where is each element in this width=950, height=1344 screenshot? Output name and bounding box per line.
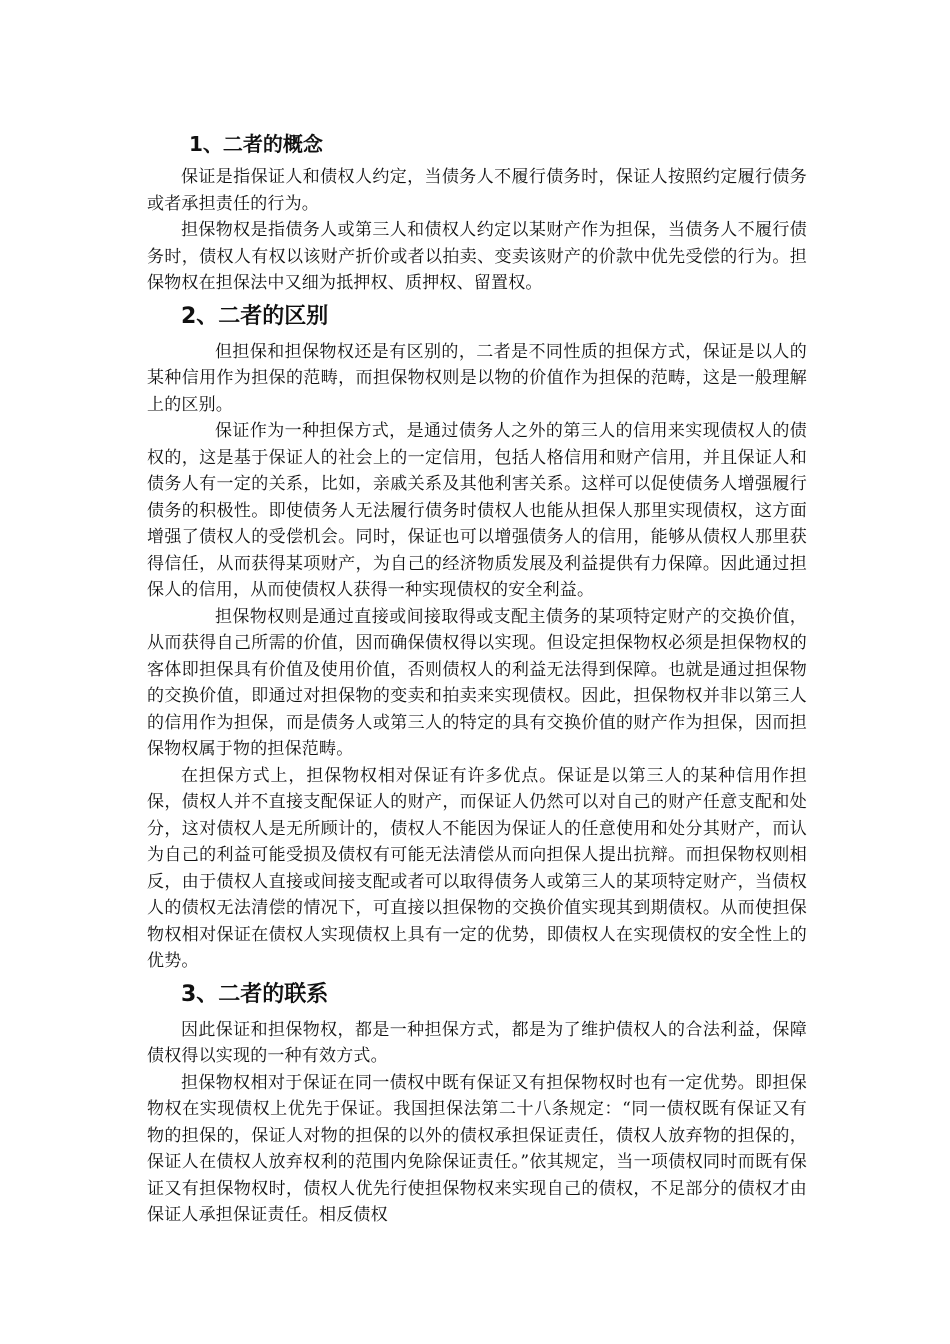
paragraph: 因此保证和担保物权，都是一种担保方式，都是为了维护债权人的合法利益，保障债权得以实现的一种有效方式。 — [147, 1019, 807, 1066]
section-heading-concept: 1、二者的概念 — [189, 132, 323, 156]
paragraph: 但担保和担保物权还是有区别的，二者是不同性质的担保方式，保证是以人的某种信用作为担保的范畴，而担保物权则是以物的价值作为担保的范畴，这是一般理解上的区别。 — [147, 341, 807, 415]
paragraph: 保证作为一种担保方式，是通过债务人之外的第三人的信用来实现债权人的债权的，这是基于保证人的社会上的一定信用，包括人格信用和财产信用，并且保证人和债务人有一定的关系，比如，亲戚关系及其他利害关系。这样可以促使债务人增强履行债务的积极性。即使债务人无法履行债务时债权人也能从担保人那里实现债权，这方面增强了债权人的受偿机会。同时，保证也可以增强债务人的信用，能够从债权人那里获得信任，从而获得某项财产，为自己的经济物质发展及利益提供有力保障。因此通过担保人的信用，从而使债权人获得一种实现债权的安全利益。 — [147, 421, 807, 600]
section-heading-relation: 3、二者的联系 — [181, 981, 329, 1007]
paragraph: 担保物权是指债务人或第三人和债权人约定以某财产作为担保，当债务人不履行债务时，债权人有权以该财产折价或者以拍卖、变卖该财产的价款中优先受偿的行为。担保物权在担保法中又细为抵押权、质押权、留置权。 — [147, 220, 807, 293]
section-heading-difference: 2、二者的区别 — [181, 303, 329, 329]
paragraph: 在担保方式上，担保物权相对保证有许多优点。保证是以第三人的某种信用作担保，债权人并不直接支配保证人的财产，而保证人仍然可以对自己的财产任意支配和处分，这对债权人是无所顾计的，债权人不能因为保证人的任意使用和处分其财产，而认为自己的利益可能受损及债权有可能无法清偿从而向担保人提出抗辩。而担保物权则相反，由于债权人直接或间接支配或者可以取得债务人或第三人的某项特定财产，当债权人的债权无法清偿的情况下，可直接以担保物的交换价值实现其到期债权。从而使担保物权相对保证在债权人实现债权上具有一定的优势，即债权人在实现债权的安全性上的优势。 — [147, 765, 807, 971]
document-page — [147, 128, 807, 1229]
paragraph: 担保物权则是通过直接或间接取得或支配主债务的某项特定财产的交换价值，从而获得自己所需的价值，因而确保债权得以实现。但设定担保物权必须是担保物权的客体即担保具有价值及使用价值，否则债权人的利益无法得到保障。也就是通过担保物的交换价值，即通过对担保物的变卖和拍卖来实现债权。因此，担保物权并非以第三人的信用作为担保，而是债务人或第三人的特定的具有交换价值的财产作为担保，因而担保物权属于物的担保范畴。 — [147, 606, 807, 759]
paragraph: 保证是指保证人和债权人约定，当债务人不履行债务时，保证人按照约定履行债务或者承担责任的行为。 — [147, 167, 807, 214]
paragraph: 担保物权相对于保证在同一债权中既有保证又有担保物权时也有一定优势。即担保物权在实现债权上优先于保证。我国担保法第二十八条规定：“同一债权既有保证又有物的担保的，保证人对物的担保的以外的债权承担保证责任，债权人放弃物的担保的，保证人在债权人放弃权利的范围内免除保证责任。”依其规定，当一项债权同时而既有保证又有担保物权时，债权人优先行使担保物权来实现自己的债权，不足部分的债权才由保证人承担保证责任。相反债权 — [147, 1072, 807, 1225]
